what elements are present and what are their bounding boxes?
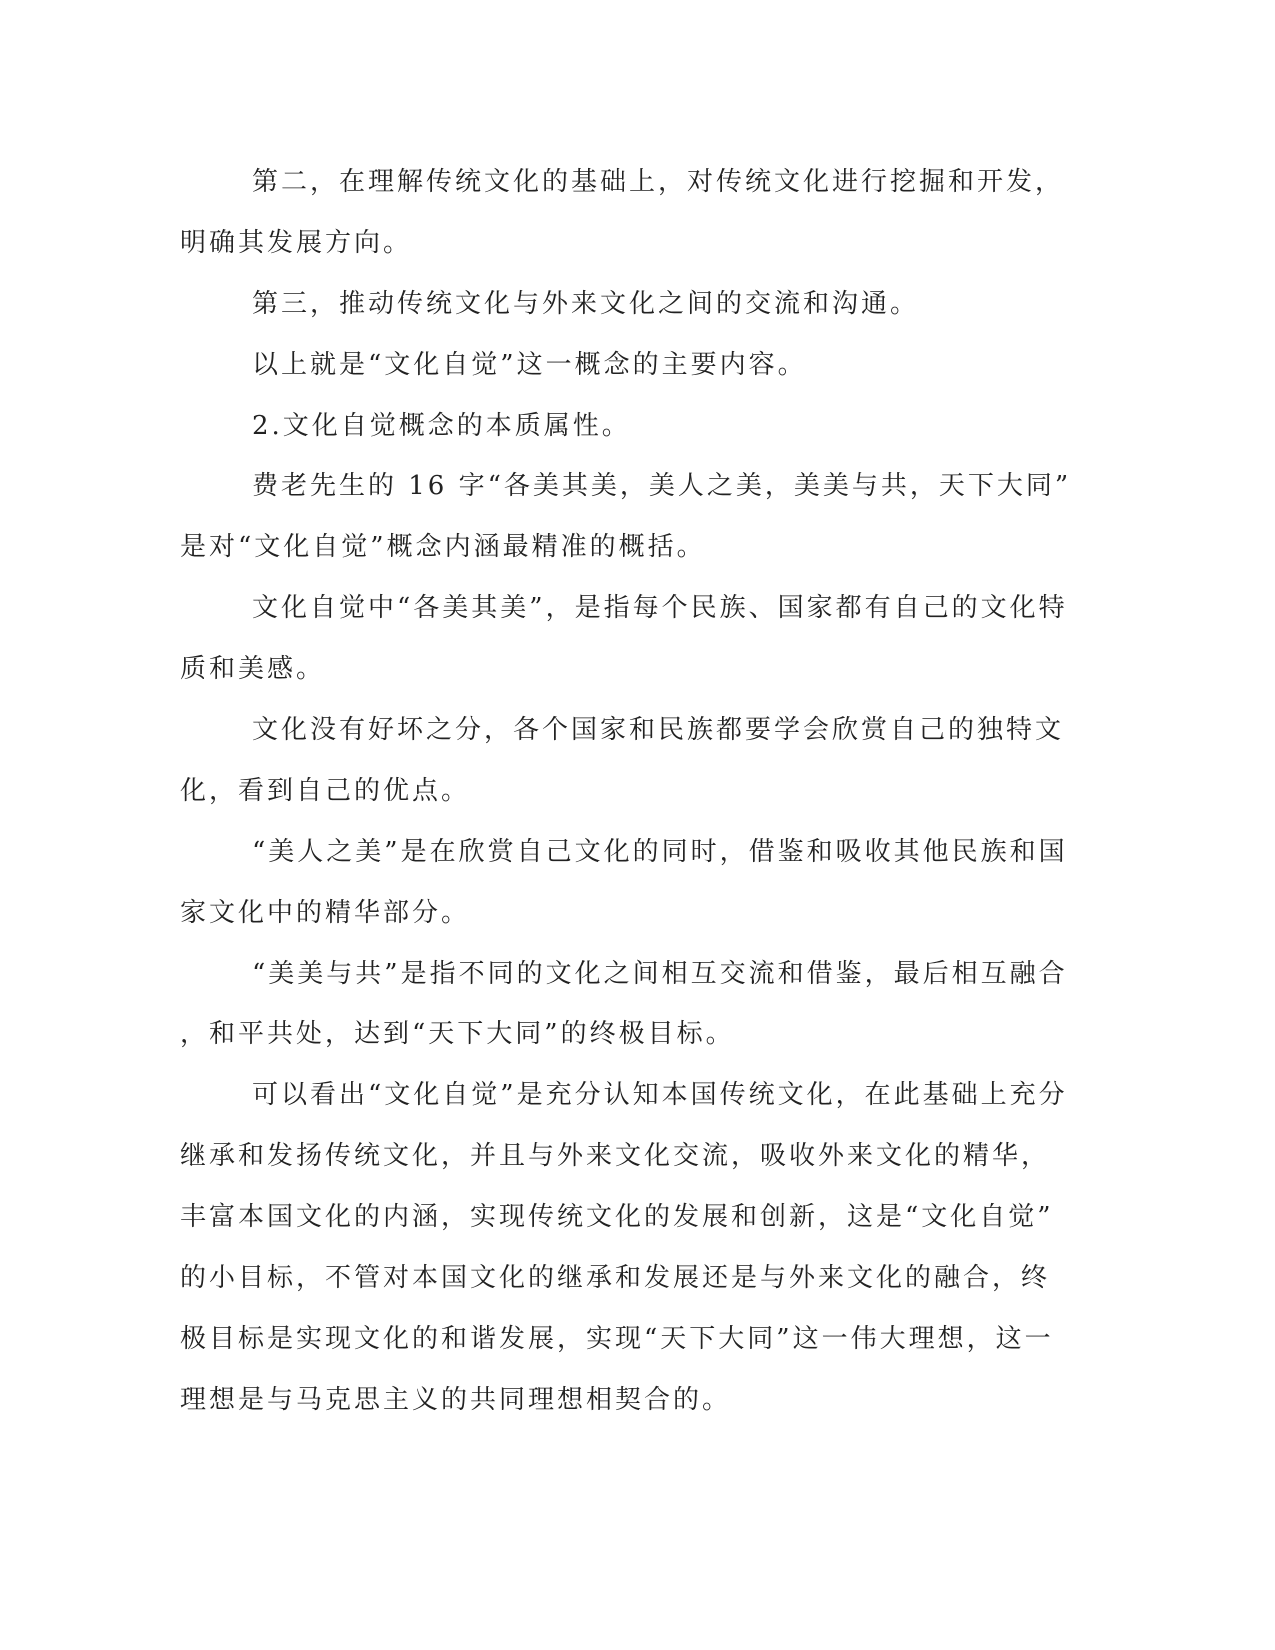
- text-line: 家文化中的精华部分。: [180, 897, 471, 928]
- text-line: ，和平共处，达到“天下大同”的终极目标。: [180, 1019, 735, 1050]
- text-line: 的小目标，不管对本国文化的继承和发展还是与外来文化的融合，终: [180, 1263, 1051, 1294]
- text-line: 文化没有好坏之分，各个国家和民族都要学会欣赏自己的独特文: [252, 715, 1065, 746]
- text-line: 理想是与马克思主义的共同理想相契合的。: [180, 1384, 732, 1415]
- text-line: 第三，推动传统文化与外来文化之间的交流和沟通。: [252, 288, 920, 319]
- document-body: [180, 152, 1072, 1431]
- text-line: 是对“文化自觉”概念内涵最精准的概括。: [180, 532, 706, 563]
- section-heading: 2.文化自觉概念的本质属性。: [252, 410, 631, 441]
- text-line: 质和美感。: [180, 654, 326, 685]
- text-line: 极目标是实现文化的和谐发展，实现“天下大同”这一伟大理想，这一: [180, 1323, 1054, 1354]
- text-line: 继承和发扬传统文化，并且与外来文化交流，吸收外来文化的精华，: [180, 1141, 1051, 1172]
- text-line: 第二，在理解传统文化的基础上，对传统文化进行挖掘和开发，: [252, 167, 1065, 197]
- text-line: 以上就是“文化自觉”这一概念的主要内容。: [252, 349, 807, 380]
- text-line: 文化自觉中“各美其美”，是指每个民族、国家都有自己的文化特: [252, 593, 1068, 624]
- text-line: “美人之美”是在欣赏自己文化的同时，借鉴和吸收其他民族和国: [252, 836, 1068, 867]
- text-line: 可以看出“文化自觉”是充分认知本国传统文化，在此基础上充分: [252, 1080, 1068, 1111]
- text-line: “美美与共”是指不同的文化之间相互交流和借鉴，最后相互融合: [252, 958, 1068, 989]
- text-line: 费老先生的 16 字“各美其美，美人之美，美美与共，天下大同”: [252, 471, 1072, 502]
- text-line: 明确其发展方向。: [180, 227, 413, 258]
- text-line: 化，看到自己的优点。: [180, 775, 471, 806]
- text-line: 丰富本国文化的内涵，实现传统文化的发展和创新，这是“文化自觉”: [180, 1202, 1054, 1233]
